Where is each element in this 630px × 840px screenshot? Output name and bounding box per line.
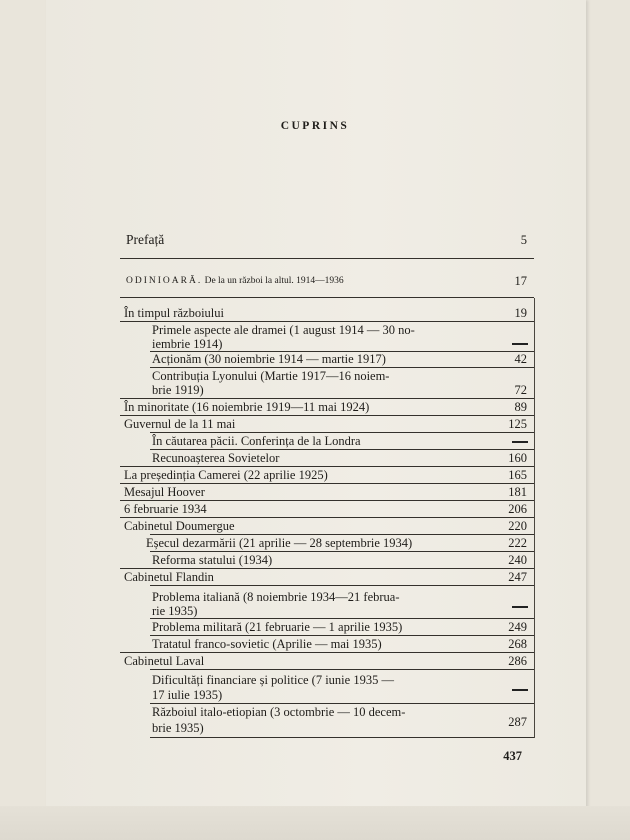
toc-entry-text-cont: 17 iulie 1935) [152, 688, 223, 702]
toc-entry-page: 72 [514, 383, 527, 397]
divider [150, 585, 534, 586]
toc-entry-page: 286 [508, 654, 527, 668]
toc-entry-text: Problema italiană (8 noiembrie 1934—21 februa- [152, 590, 400, 604]
toc-entry-page: 222 [508, 536, 527, 550]
toc-entry-text: Recunoașterea Sovietelor [152, 451, 280, 465]
toc-entry-page: 19 [514, 306, 527, 320]
part-heading-subtitle: De la un război la altul. 1914—1936 [204, 276, 344, 286]
toc-entry-text: Tratatul franco-sovietic (Aprilie — mai 1935) [152, 637, 382, 651]
toc-entry-text: În minoritate (16 noiembrie 1919—11 mai 1924) [124, 400, 370, 414]
toc-entry-text: Primele aspecte ale dramei (1 august 1914 — 30 no- [152, 323, 415, 337]
divider [150, 367, 534, 368]
toc-entry-text-cont: brie 1919) [152, 383, 204, 397]
toc-entry-text: Guvernul de la 11 mai [124, 417, 236, 431]
divider [120, 466, 534, 467]
divider [150, 534, 534, 535]
toc-entry-page: 206 [508, 502, 527, 516]
divider [120, 483, 534, 484]
toc-entry-text: Prefață [126, 232, 165, 247]
toc-entry-text: Cabinetul Laval [124, 654, 205, 668]
page-dash [512, 343, 528, 345]
toc-entry-page: 17 [514, 274, 527, 288]
toc-entry-text: În timpul războiului [124, 306, 224, 320]
divider [150, 703, 534, 704]
toc-entry-page: 249 [508, 620, 527, 634]
toc-entry-page: 287 [508, 715, 527, 729]
divider [150, 449, 534, 450]
toc-entry-page: 42 [514, 352, 527, 366]
page-title: CUPRINS [280, 120, 350, 132]
page-dash [512, 441, 528, 443]
toc-entry-text: Problema militară (21 februarie — 1 aprilie 1935) [152, 620, 403, 634]
page-dash [512, 606, 528, 608]
page-dash [512, 689, 528, 691]
toc-entry-text-cont: brie 1935) [152, 721, 204, 735]
toc-entry-page: 247 [508, 570, 527, 584]
divider [120, 398, 534, 399]
toc-entry-text: 6 februarie 1934 [124, 502, 207, 516]
toc-entry-text: Dificultăți financiare și politice (7 iunie 1935 — [152, 673, 394, 687]
toc-entry-text: Acționăm (30 noiembrie 1914 — martie 1917) [152, 352, 386, 366]
toc-entry-page: 165 [508, 468, 527, 482]
part-heading [126, 274, 344, 288]
toc-entry-page: 160 [508, 451, 527, 465]
divider [120, 297, 534, 298]
toc-entry-text: Cabinetul Flandin [124, 570, 214, 584]
toc-entry-text: Eșecul dezarmării (21 aprilie — 28 septembrie 1934) [146, 536, 413, 550]
toc-entry-text: Mesajul Hoover [124, 485, 205, 499]
page-number: 437 [503, 749, 522, 763]
divider [120, 321, 534, 322]
toc-entry-text: Cabinetul Doumergue [124, 519, 235, 533]
column-rule [534, 298, 535, 738]
divider [120, 652, 534, 653]
toc-entry-page: 240 [508, 553, 527, 567]
toc-entry-page: 125 [508, 417, 527, 431]
divider [120, 517, 534, 518]
divider [150, 618, 534, 619]
toc-entry-page: 220 [508, 519, 527, 533]
divider [150, 635, 534, 636]
toc-entry-text: Războiul italo-etiopian (3 octombrie — 10 decem- [152, 705, 406, 719]
toc-entry-text: În căutarea păcii. Conferința de la Londra [152, 434, 361, 448]
toc-entry-page: 268 [508, 637, 527, 651]
divider [120, 258, 534, 259]
divider [150, 669, 534, 670]
toc-entry-text: Contribuția Lyonului (Martie 1917—16 noiem- [152, 369, 390, 383]
toc-entry-page: 89 [514, 400, 527, 414]
toc-entry-text-cont: rie 1935) [152, 604, 198, 618]
divider [150, 551, 534, 552]
divider [120, 568, 534, 569]
part-heading-title: ODINIOARĂ. [126, 276, 203, 286]
divider [120, 415, 534, 416]
divider [150, 737, 534, 738]
toc-entry-page: 181 [508, 485, 527, 499]
divider [150, 432, 534, 433]
toc-entry-text-cont: iembrie 1914) [152, 337, 223, 351]
toc-entry-page: 5 [520, 233, 527, 247]
toc-entry-text: La președinția Camerei (22 aprilie 1925) [124, 468, 328, 482]
toc-entry-text: Reforma statului (1934) [152, 553, 273, 567]
divider [120, 500, 534, 501]
